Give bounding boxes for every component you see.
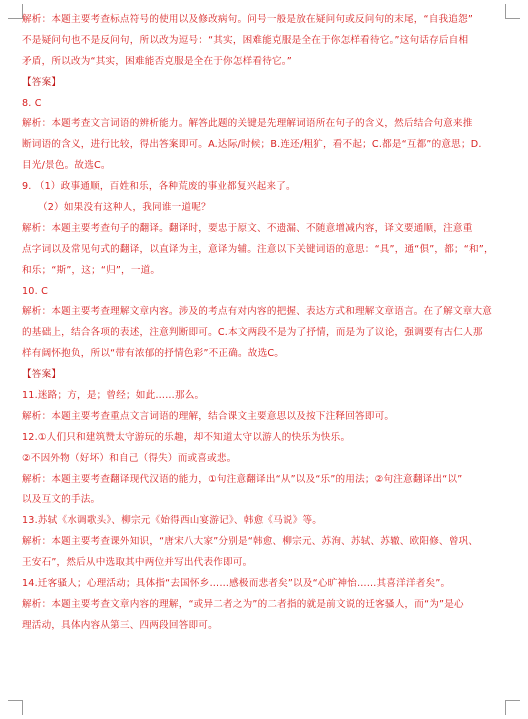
text-line: （2）如果没有这种人，我同谁一道呢？ — [38, 202, 211, 214]
text-line: 以及互文的手法。 — [22, 494, 101, 506]
text-line: 解析：本题主要考查文章内容的理解，“或异二者之为”的二者指的就是前文说的迁客骚人，而“为”是心 — [22, 598, 464, 610]
page-corner-mark — [8, 4, 23, 19]
text-line: 解析：本题主要考查重点文言词语的理解，结合课文主要意思以及按下注释回答即可。 — [22, 410, 395, 422]
text-line: 解析：本题主要考查课外知识，“唐宋八大家”分别是“韩愈、柳宗元、苏洵、苏轼、苏辙、欧阳修、曾巩、 — [22, 536, 479, 548]
text-line: 矛盾，所以改为“其实，困难能否克服是全在于你怎样看待它。” — [22, 55, 292, 67]
text-line: 10. C — [22, 285, 49, 297]
text-line: 目光/景色。故选C。 — [22, 160, 111, 172]
text-line: 和乐；“斯”，这；“归”，一道。 — [22, 264, 161, 276]
text-line: 11.迷路；方，是；曾经；如此……那么。 — [22, 390, 205, 402]
text-line: 断词语的含义，进行比较，得出答案即可。A.达际/时候；B.连还/粗犷，看不起；C.都是“互都”的意思；D. — [22, 139, 482, 151]
text-line: 解析：本题主要考查理解文章内容。涉及的考点有对内容的把握、表达方式和理解文章语言。在了解文章大意 — [22, 306, 493, 318]
text-line: 王安石”，然后从中选取其中两位并写出代表作即可。 — [22, 557, 253, 569]
text-line: 解析：本题主要考查标点符号的使用以及修改病句。问号一般是放在疑问句或反问句的末尾，“自我追怨” — [22, 14, 474, 25]
text-line: 点字词以及常见句式的翻译，以直译为主，意译为辅。注意以下关键词语的意思：“具”，通“俱”，都；“和”， — [22, 243, 494, 255]
page-corner-mark — [8, 700, 23, 715]
text-line: 理活动，具体内容从第三、四两段回答即可。 — [22, 619, 218, 631]
text-line: ②不因外物（好坏）和自己（得失）而或喜或悲。 — [22, 452, 237, 464]
answer-heading: 【答案】 — [22, 369, 62, 381]
text-line: 解析：本题主要考查翻译现代汉语的能力，①句注意翻译出“从”以及“乐”的用法；②句注意翻译出“以” — [22, 473, 463, 485]
text-line: 的基础上，结合各项的表述，注意判断即可。C.本文两段不是为了抒情，而是为了议论，强调要有古仁人那 — [22, 327, 483, 339]
text-line: 解析：本题主要考查句子的翻译。翻译时，要忠于原文、不遗漏、不随意增减内容，译文要通顺，注意重 — [22, 222, 473, 234]
text-line: 不是疑问句也不是反问句，所以改为逗号：“其实，困难能克服是全在于你怎样看待它。”这句话存后自相 — [22, 34, 469, 46]
text-line: 9. （1）政事通顺，百姓和乐，各种荒废的事业都复兴起来了。 — [22, 181, 296, 193]
text-line: 14.迁客骚人；心理活动；具体指“去国怀乡……感极而悲者矣”以及“心旷神怡……其喜洋洋者矣”。 — [22, 578, 451, 590]
text-line: 8. C — [22, 97, 42, 109]
answer-heading: 【答案】 — [22, 76, 62, 88]
text-line: 13.苏轼《水调歌头》、柳宗元《始得西山宴游记》、韩愈《马说》等。 — [22, 515, 323, 527]
text-line: 样有阔怀抱负，所以“带有浓郁的抒情色彩”不正确。故选C。 — [22, 348, 285, 360]
page-corner-mark — [505, 700, 520, 715]
text-line: 解析：本题考查文言词语的辨析能力。解答此题的关键是先理解词语所在句子的含义，然后结合句意来推 — [22, 118, 473, 130]
answer-text-body — [22, 10, 508, 637]
text-line: 12.①人们只和建筑赞太守游玩的乐趣，却不知道太守以游人的快乐为快乐。 — [22, 431, 351, 443]
